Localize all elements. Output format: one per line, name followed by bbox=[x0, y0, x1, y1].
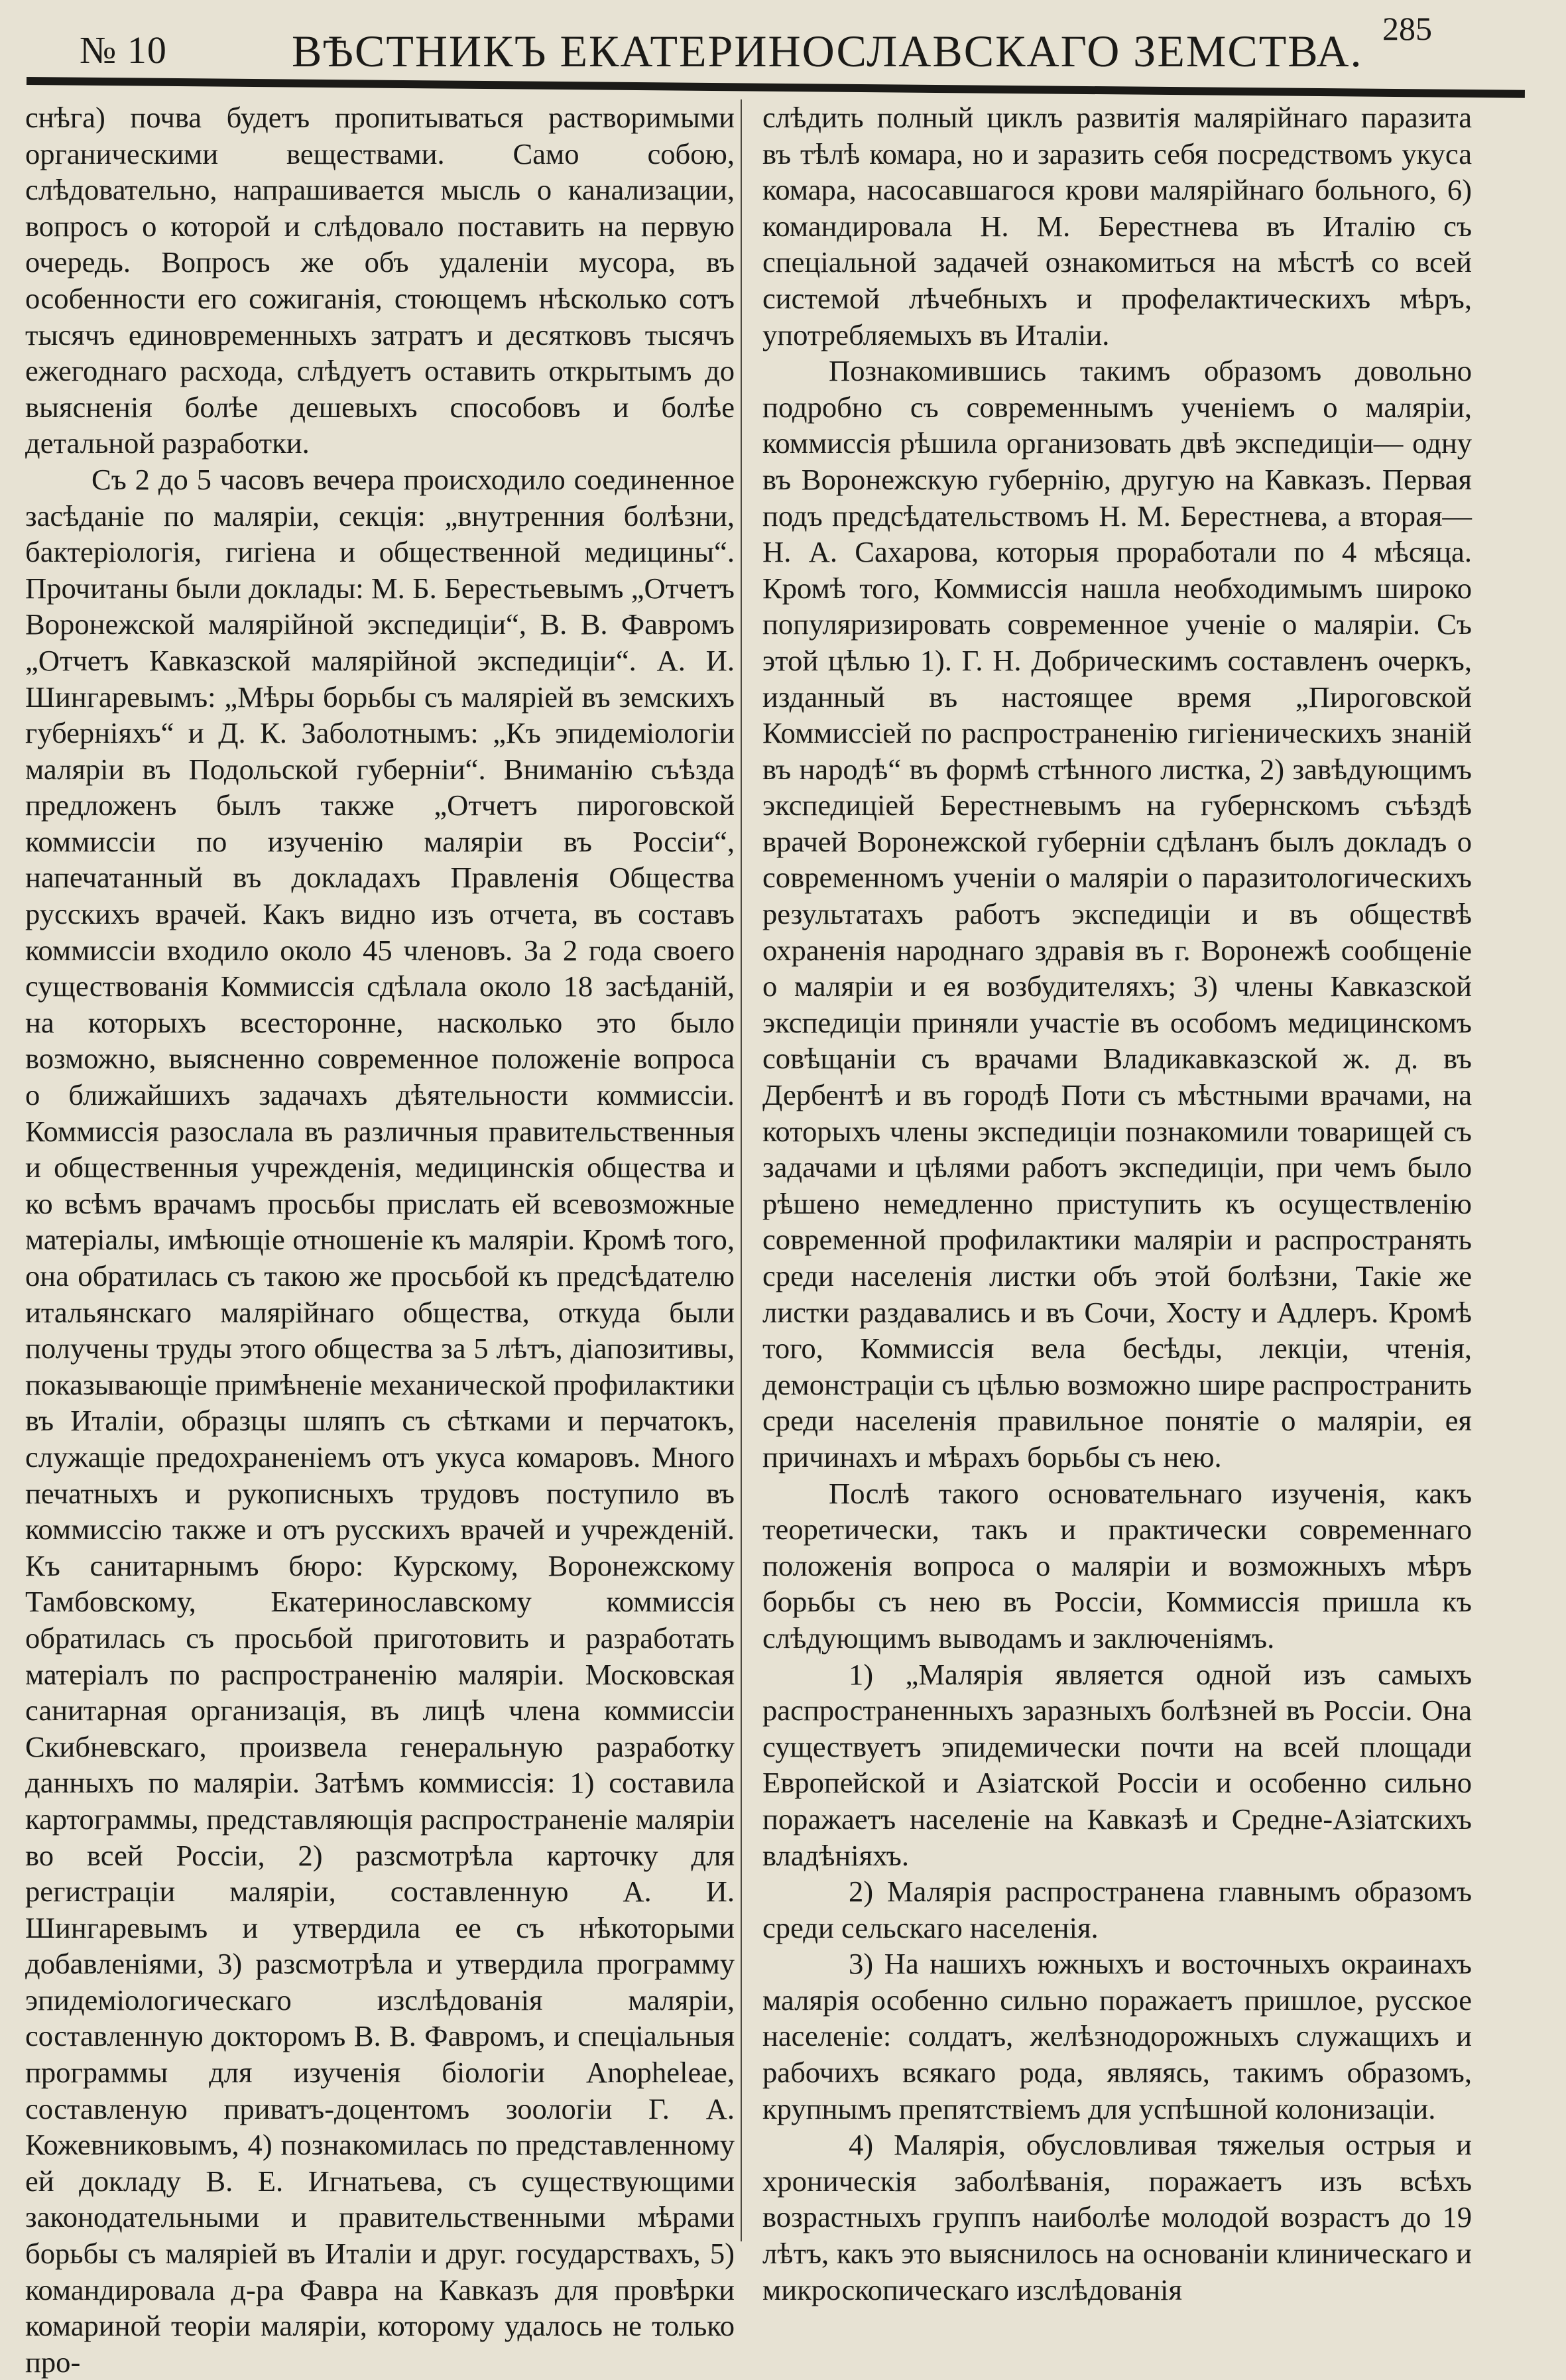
paragraph: 4) Малярія, обусловливая тяжелыя острыя и хроническія заболѣванія, поражаетъ изъ всѣхъ возрастныхъ группъ наиболѣе молодой возрастъ до 19 лѣтъ, какъ это выяснилось на основаніи клиническаго и микроскопическаго изслѣдованія bbox=[762, 2128, 1472, 2306]
paragraph: Познакомившись такимъ образомъ довольно подробно съ современнымъ ученіемъ о малярiи, коммиссія рѣшила организовать двѣ экспедиціи— одну въ Воронежскую губернію, другую на Кавказъ. Первая подъ предсѣдательствомъ Н. М. Берестнева, а вторая—Н. А. Сахарова, которыя проработали по 4 мѣсяца. Кромѣ того, Коммиссія нашла необходимымъ широко популяризировать современное ученіе о малярiи. Съ этой цѣлью 1). Г. Н. Добрическимъ составленъ очеркъ, изданный въ настоящее время „Пироговской Коммиссіей по распространенію гигіеническихъ знаній въ народѣ“ въ формѣ стѣнного листка, 2) завѣдующимъ экспедиціей Берестневымъ на губернскомъ съѣздѣ врачей Воронежской губерніи сдѣланъ былъ докладъ о современномъ ученіи о малярiи о паразитологическихъ результатахъ работъ экспедиціи и въ обществѣ охраненія народнаго здравія въ г. Воронежѣ сообщеніе о малярiи и ея возбудителяхъ; 3) члены Кавказской экспедиціи приняли участіе въ особомъ медицинскомъ совѣщаніи съ врачами Владикавказской ж. д. въ Дербентѣ и въ городѣ Поти съ мѣстными врачами, на которыхъ члены экспедиціи познакомили товарищей съ задачами и цѣлями работъ экспедиціи, при чемъ было рѣшено немедленно приступить къ осуществленію современной профилактики малярiи и распространять среди населенія листки объ этой болѣзни, Такіе же листки раздавались и въ Сочи, Хосту и Адлеръ. Кромѣ того, Коммиссія вела бесѣды, лекціи, чтенія, демонстраціи съ цѣлью возможно шире распространить среди населенія правильное понятіе о малярiи, ея причинахъ и мѣрахъ борьбы съ нею. bbox=[762, 354, 1472, 1473]
paragraph: Съ 2 до 5 часовъ вечера происходило соединенное засѣданіе по малярiи, секція: „внутренния болѣзни, бактеріологія, гигіена и общественной медицины“. Прочитаны были доклады: М. Б. Берестьевымъ „Отчетъ Воронежской малярійной экспедиціи“, В. В. Фавромъ „Отчетъ Кавказской малярійной экспедиціи“. А. И. Шингаревымъ: „Мѣры борьбы съ малярiей въ земскихъ губерніяхъ“ и Д. К. Заболотнымъ: „Къ эпидеміологіи малярiи въ Подольской губерніи“. Вниманію съѣзда предложенъ былъ также „Отчетъ пироговской коммиссіи по изученію малярiи въ Россіи“, напечатанный въ докладахъ Правленія Общества русскихъ врачей. Какъ видно изъ отчета, въ составъ коммиссіи входило около 45 членовъ. За 2 года своего существованія Коммиссія сдѣлала около 18 засѣданій, на которыхъ всесторонне, насколько это было возможно, выясненно современное положеніе вопроса о ближайшихъ задачахъ дѣятельности коммиссіи. Коммиссія разослала въ различныя правительственныя и общественныя учрежденія, медицинскія общества и ко всѣмъ врачамъ просьбы прислать ей всевозможные матеріалы, имѣющіе отношеніе къ малярiи. Кромѣ того, она обратилась съ такою же просьбой къ предсѣдателю итальянскаго малярійнаго общества, откуда были получены труды этого общества за 5 лѣтъ, діапозитивы, показывающіе примѣненіе механической профилактики въ Италіи, образцы шляпъ съ сѣтками и перчатокъ, служащіе предохраненіемъ отъ укуса комаровъ. Много печатныхъ и рукописныхъ трудовъ поступило въ коммиссію также и отъ русскихъ врачей и учрежденій. Къ санитарнымъ бюро: Курскому, Воронежскому Тамбовскому, Екатеринославскому коммиссія обратилась съ просьбой приготовить и разработать матеріалъ по распространенію малярiи. Московская санитарная организація, въ лицѣ члена коммиссіи Скибневскаго, произвела генеральную разработку данныхъ по малярiи. Затѣмъ коммиссія: 1) составила картограммы, представляющія распространеніе малярiи во всей Россіи, 2) разсмотрѣла карточку для регистраціи малярiи, составленную А. И. Шингаревымъ и утвердила ее съ нѣкоторыми добавленіями, 3) разсмотрѣла и утвердила программу эпидеміологическаго изслѣдованія малярiи, составленную докторомъ В. В. Фавромъ, и спеціальныя программы для изученія біологіи Anopheleae, составленую приватъ-доцентомъ зоологіи Г. А. Кожевниковымъ, 4) познакомилась по представленному ей докладу В. Е. Игнатьева, съ существующими законодательными и правительственными мѣрами борьбы съ малярiей въ Италіи и друг. государствахъ, 5) командировала д-ра Фавра на Кавказъ для провѣрки комариной теоріи малярiи, которому удалось не только про- bbox=[25, 462, 735, 2379]
paragraph: 2) Малярія распространена главнымъ образомъ среди сельскаго населенія. bbox=[762, 1875, 1472, 1944]
issue-number: № 10 bbox=[80, 29, 167, 72]
paragraph: слѣдить полный циклъ развитія малярійнаго паразита въ тѣлѣ комара, но и заразить себя посредствомъ укуса комара, насосавшагося крови малярійнаго больного, 6) командировала Н. М. Берестнева въ Италію съ спеціальной задачей ознакомиться на мѣстѣ со всей системой лѣчебныхъ и профелактическихъ мѣръ, употребляемыхъ въ Италіи. bbox=[762, 101, 1472, 351]
paragraph: снѣга) почва будетъ пропитываться растворимыми органическими веществами. Само собою, слѣдовательно, напрашивается мысль о канализации, вопросъ о которой и слѣдовало поставить на первую очередь. Вопросъ же объ удаленіи мусора, въ особенности его сожиганія, стоющемъ нѣсколько сотъ тысячъ единовременныхъ затратъ и десятковъ тысячъ ежегоднаго расхода, слѣдуетъ оставить открытымъ до выясненія болѣе дешевыхъ способовъ и болѣе детальной разработки. bbox=[25, 101, 735, 460]
paragraph: Послѣ такого основательнаго изученія, какъ теоретически, такъ и практически современнаго положенія вопроса о малярiи и возможныхъ мѣръ борьбы съ нею въ Россіи, Коммиссія пришла къ слѣдующимъ выводамъ и заключеніямъ. bbox=[762, 1476, 1472, 1655]
paragraph: 1) „Малярія является одной изъ самыхъ распространенныхъ заразныхъ болѣзней въ Россіи. Она существуетъ эпидемически почти на всей площади Европейской и Азіатской Россіи и особенно сильно поражаетъ населеніе на Кавказѣ и Средне-Азіатскихъ владѣніяхъ. bbox=[762, 1657, 1472, 1872]
journal-title: ВѢСТНИКЪ ЕКАТЕРИНОСЛАВСКАГО ЗЕМСТВА. bbox=[292, 26, 1363, 76]
paragraph: 3) На нашихъ южныхъ и восточныхъ окраинахъ малярія особенно сильно поражаетъ пришлое, русское населеніе: солдатъ, желѣзнодорожныхъ служащихъ и рабочихъ всякаго рода, являясь, такимъ образомъ, крупнымъ препятствіемъ для успѣшной колонизаціи. bbox=[762, 1947, 1472, 2125]
left-column bbox=[25, 99, 735, 2380]
column-divider bbox=[741, 99, 742, 2241]
page-number: 285 bbox=[1382, 10, 1432, 47]
right-column bbox=[762, 99, 1472, 2308]
header-rule bbox=[27, 77, 1525, 98]
